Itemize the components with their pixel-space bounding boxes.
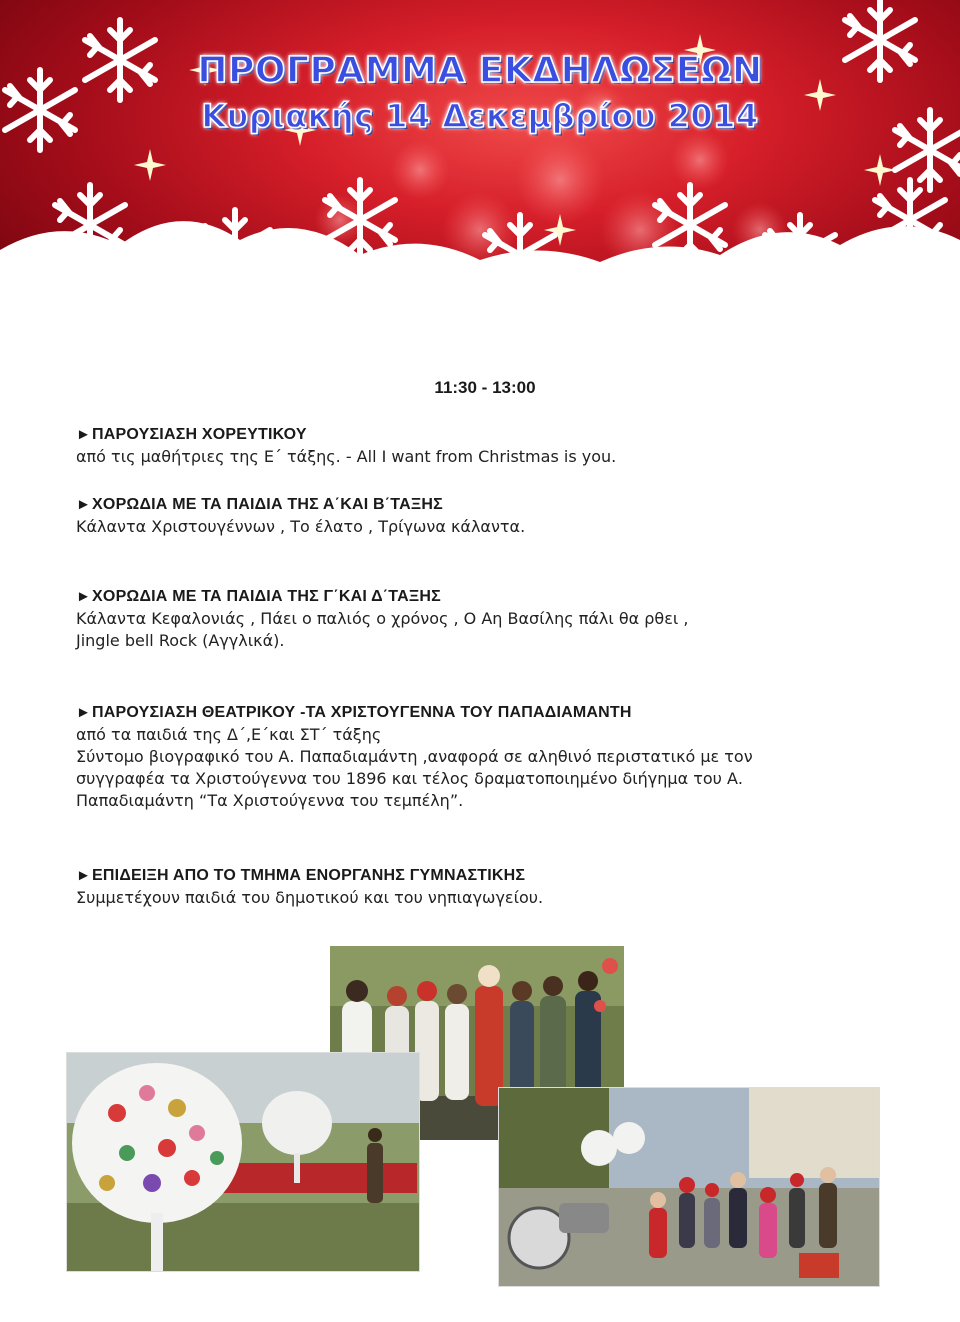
program-item-description: από τις μαθήτριες της Ε΄ τάξης. - All I want from Christmas is you. [76, 447, 617, 466]
program-item-description: συγγραφέα τα Χριστούγεννα του 1896 και τέλος δραματοποιημένο διήγημα του Α. [76, 769, 743, 788]
triangle-bullet-icon: ► [76, 704, 92, 721]
christmas-banner [0, 0, 960, 345]
triangle-bullet-icon: ► [76, 588, 92, 605]
program-item-description: Κάλαντα Χριστουγέννων , Το έλατο , Τρίγωνα κάλαντα. [76, 517, 526, 536]
photo-schoolyard-event [498, 1087, 880, 1287]
triangle-bullet-icon: ► [76, 426, 92, 443]
triangle-bullet-icon: ► [76, 867, 92, 884]
program-item-title: ►ΠΑΡΟΥΣΙΑΣΗ ΘΕΑΤΡΙΚΟΥ -ΤΑ ΧΡΙΣΤΟΥΓΕΝΝΑ ΤΟΥ ΠΑΠΑΔΙΑΜΑΝΤΗ [76, 704, 632, 721]
program-item-choir-ab [76, 494, 525, 538]
program-item-title: ►ΧΟΡΩΔΙΑ ΜΕ ΤΑ ΠΑΙΔΙΑ ΤΗΣ Γ΄ΚΑΙ Δ΄ΤΑΞΗΣ [76, 588, 441, 605]
program-item-gymnastics [76, 865, 543, 909]
photo-decorated-trees [66, 1052, 420, 1272]
program-item-description: από τα παιδιά της Δ΄,Ε΄και ΣΤ΄ τάξης [76, 725, 382, 744]
program-item-description: Jingle bell Rock (Αγγλικά). [76, 631, 285, 650]
program-item-title: ►ΠΑΡΟΥΣΙΑΣΗ ΧΟΡΕΥΤΙΚΟΥ [76, 426, 307, 443]
program-item-title: ►ΧΟΡΩΔΙΑ ΜΕ ΤΑ ΠΑΙΔΙΑ ΤΗΣ Α΄ΚΑΙ Β΄ΤΑΞΗΣ [76, 496, 443, 513]
program-item-description: Σύντομο βιογραφικό του Α. Παπαδιαμάντη ,αναφορά σε αληθινό περιστατικό με τον [76, 747, 753, 766]
program-item-theatre [76, 702, 753, 812]
program-item-description: Συμμετέχουν παιδιά του δημοτικού και του νηπιαγωγείου. [76, 888, 544, 907]
page-title: ΠΡΟΓΡΑΜΜΑ ΕΚΔΗΛΩΣΕΩΝ [197, 50, 763, 91]
event-time: 11:30 - 13:00 [434, 378, 536, 397]
program-item-description: Παπαδιαμάντη “Τα Χριστούγεννα του τεμπέλη”. [76, 791, 464, 810]
triangle-bullet-icon: ► [76, 496, 92, 513]
page-subtitle-date: Κυριακής 14 Δεκεμβρίου 2014 [201, 97, 759, 135]
program-item-dance [76, 424, 616, 468]
program-item-description: Κάλαντα Κεφαλονιάς , Πάει ο παλιός ο χρόνος , Ο Αη Βασίλης πάλι θα ρθει , [76, 609, 689, 628]
program-item-choir-cd [76, 586, 688, 652]
program-item-title: ►ΕΠΙΔΕΙΞΗ ΑΠΟ ΤΟ ΤΜΗΜΑ ΕΝΟΡΓΑΝΗΣ ΓΥΜΝΑΣΤΙΚΗΣ [76, 867, 526, 884]
